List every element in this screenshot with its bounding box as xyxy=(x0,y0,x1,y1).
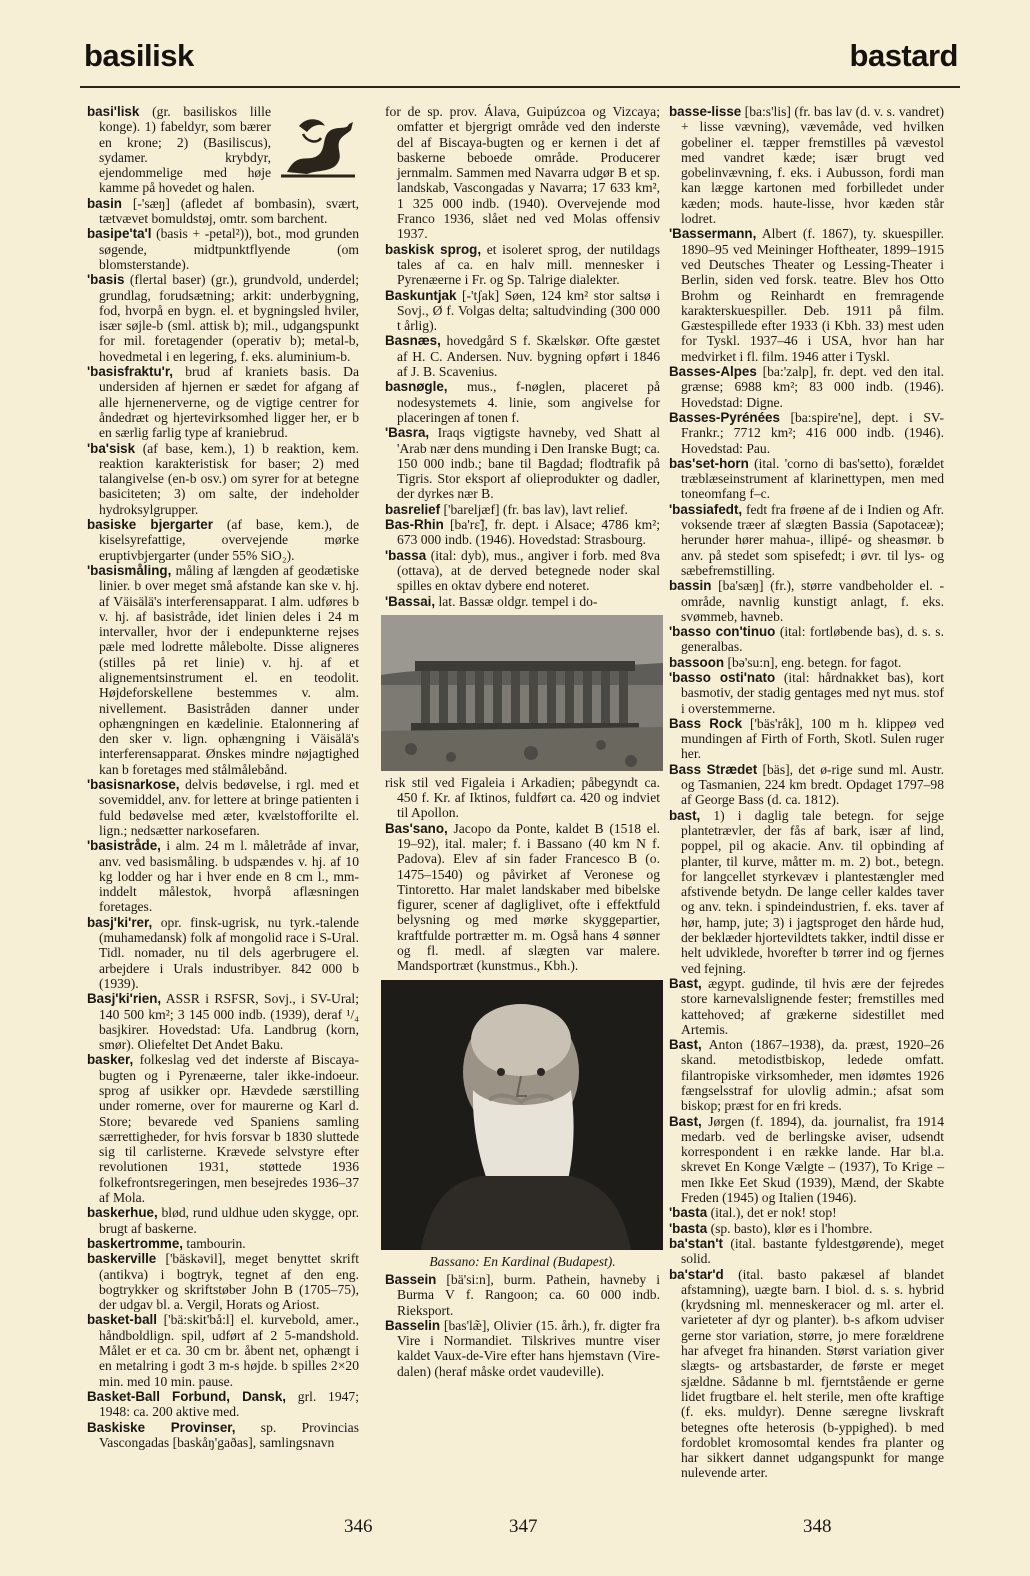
dictionary-entry xyxy=(87,1389,359,1420)
dictionary-entry xyxy=(669,226,944,364)
entry-headword: Bast, xyxy=(669,1037,702,1053)
entry-definition: (ital.), det er nok! stop! xyxy=(707,1205,837,1221)
dictionary-entry xyxy=(669,1267,944,1481)
entry-headword: 'ba'sisk xyxy=(87,440,136,456)
entry-definition: fedt fra frøene af de i Indien og Afr. voksende træer af slægten Bassia (Sapotaceæ); herunder hører mahua-, illipé- og sheasmør. b anv. på stedet som spisefedt; i øvr. til lys- og sæbefremstilling. xyxy=(681,501,944,578)
entry-headword: basnøgle, xyxy=(385,379,448,395)
entry-definition: risk stil ved Figaleia i Arkadien; påbegyndt ca. 450 f. Kr. af Iktinos, fuldført ca. 420 og indviet til Apollon. xyxy=(385,774,660,821)
dictionary-entry xyxy=(669,364,944,410)
entry-definition: tambourin. xyxy=(183,1235,246,1251)
entry-definition: Jacopo da Ponte, kaldet B (1518 el. 19–92), ital. maler; f. i Bassano (40 km N f. Padova). Elev af sin fader Francesco B (o. 1475–1540) og påvirket af Veronese og Tintoretto. Har malet landskaber med bibelske figurer, scener af dagliglivet, ofte i effektfuld belysning og med mørke skyggepartier, kraftfulde portrætter m. m. Også hans 4 sønner og fl. medl. af slægten var malere. Mandsportræt (kunstmus., Kbh.). xyxy=(397,820,660,974)
column-1-entries xyxy=(87,104,359,1450)
entry-headword: Bast, xyxy=(669,1113,702,1129)
entry-headword: bassin xyxy=(669,578,712,594)
entry-headword: Bass Strædet xyxy=(669,761,758,777)
entry-headword: 'Basra, xyxy=(385,425,430,441)
dictionary-entry xyxy=(385,502,660,517)
entry-headword: basj'ki'rer, xyxy=(87,914,153,930)
entry-headword: 'basso con'tinuo xyxy=(669,624,776,640)
entry-definition: for de sp. prov. Álava, Guipúzcoa og Vizcaya; omfatter et bjergrigt område ved den inderste del af Biscaya-bugten og er kernen i det af baskerne beboede område. Producerer jernmalm. Sammen med Navarra udgør B et sp. landskab, Vascongadas y Navarra; 17 633 km², 1 325 000 indb. (1940). Overvejende mod Franco 1936, slået ned ved Molas offensiv 1937. xyxy=(385,104,660,242)
entry-headword: baskisk sprog, xyxy=(385,241,482,257)
dictionary-entry xyxy=(385,821,660,974)
dictionary-entry xyxy=(385,379,660,425)
dictionary-entry xyxy=(87,1205,359,1236)
entry-headword: basker, xyxy=(87,1052,134,1068)
entry-headword: 'basistråde, xyxy=(87,838,161,854)
entry-headword: Bassein xyxy=(385,1271,437,1287)
temple-photo xyxy=(381,615,663,771)
entry-definition: (ital: hårdnakket bas), kort basmotiv, der stadig gentages med nyt mus. stof i overstemmerne. xyxy=(681,669,944,716)
entry-headword: basse-lisse xyxy=(669,104,742,119)
entry-headword: Baskiske Provinser, xyxy=(87,1419,236,1435)
dictionary-entry xyxy=(669,655,944,670)
entry-definition: i alm. 24 m l. måletråde af invar, anv. ved basismåling. b udspændes v. hj. af 10 kg lodder og har i hver ende en 8 cm l., mm-inddelt målestok, hvorpå aflæsningen foretages. xyxy=(99,838,359,915)
dictionary-entry xyxy=(87,441,359,517)
header-rule xyxy=(80,86,960,88)
entry-definition: grl. 1947; 1948: ca. 200 aktive med. xyxy=(99,1388,359,1420)
dictionary-entry xyxy=(669,1205,944,1220)
entry-definition: mus., f-nøglen, placeret på nodesystemets 4. linie, som angivelse for placeringen af tonen f. xyxy=(397,379,660,425)
entry-headword: basipe'ta'l xyxy=(87,226,152,242)
entry-headword: baskerhue, xyxy=(87,1205,158,1221)
dictionary-entry xyxy=(87,1420,359,1451)
column-2 xyxy=(385,104,660,1379)
entry-headword: 'Bassai, xyxy=(385,593,436,609)
entry-definition: (af base, kem.), de kiselsyrefattige, overvejende mørke eruptivbjergarter (under 55% SiO₂). xyxy=(99,517,359,563)
entry-headword: Basselin xyxy=(385,1317,441,1333)
dictionary-entry xyxy=(87,838,359,914)
entry-definition: [ba'rɛ̃], fr. dept. i Alsace; 4786 km²; 673 000 indb. (1946). Hovedstad: Strasbourg. xyxy=(397,517,660,548)
column-2-entries-c xyxy=(385,1272,660,1379)
entry-headword: basket-ball xyxy=(87,1312,157,1328)
dictionary-entry xyxy=(385,517,660,548)
basilisk-illustration xyxy=(277,112,359,180)
entry-headword: 'basso osti'nato xyxy=(669,669,776,685)
entry-definition: blød, rund uldhue uden skygge, opr. brugt af baskerne. xyxy=(99,1205,359,1236)
entry-definition: (ital: fortløbende bas), d. s. s. generalbas. xyxy=(681,624,944,655)
entry-definition: (sp. basto), klør es i l'hombre. xyxy=(707,1220,873,1236)
entry-definition: (flertal baser) (gr.), grundvold, underdel; grundlag, forudsætning; arkit: underbygning, fod, hvorpå en bygn. el. et bygningsled hviler, især søjle-b (sml. attisk b); mil., udgangspunkt for mil. foretagender (operativ b); metal-b, hovedmetal i en legering, f. eks. aluminium-b. xyxy=(99,272,359,364)
dictionary-entry xyxy=(669,1221,944,1236)
entry-headword: Baskuntjak xyxy=(385,287,457,303)
dictionary-entry xyxy=(87,991,359,1052)
dictionary-entry xyxy=(669,716,944,762)
entry-headword: 'basis xyxy=(87,272,125,288)
entry-definition: hovedgård S f. Skælskør. Ofte gæstet af H. C. Andersen. Nuv. bygning opført i 1846 af J. B. Scavenius. xyxy=(397,333,660,380)
entry-definition: opr. finsk-ugrisk, nu tyrk.-talende (muhamedansk) folk af mongolid race i S-Ural. Tidl. nomader, nu til dels agerbrugere el. arbejdere i Urals industribyer. 842 000 b (1939). xyxy=(99,914,359,991)
entry-headword: Bas'sano, xyxy=(385,820,448,836)
entry-headword: baskertromme, xyxy=(87,1235,184,1251)
entry-definition: [ba'sæŋ] (fr.), større vandbeholder el. -område, navnlig kunstigt anlagt, f. eks. svømmeb, havneb. xyxy=(681,578,944,624)
entry-definition: (ital. 'corno di bas'setto), forældet træblæseinstrument af klarinettypen, men med toneomfang f–c. xyxy=(681,455,944,502)
entry-headword: 'basisnarkose, xyxy=(87,777,180,793)
entry-headword: Basnæs, xyxy=(385,333,441,349)
dictionary-entry xyxy=(385,242,660,288)
dictionary-entry xyxy=(385,594,660,609)
entry-definition: [bäs], det ø-rige sund ml. Austr. og Tasmanien, 224 km bredt. Opdaget 1797–98 af George Bass (d. ca. 1812). xyxy=(681,761,944,808)
entry-headword: 'bassa xyxy=(385,547,427,563)
dictionary-entry xyxy=(669,976,944,1037)
entry-headword: bassoon xyxy=(669,654,725,670)
dictionary-entry xyxy=(385,333,660,379)
dictionary-entry xyxy=(669,624,944,655)
dictionary-entry xyxy=(669,1236,944,1267)
dictionary-entry xyxy=(87,563,359,777)
entry-headword: bas'set-horn xyxy=(669,455,749,471)
entry-definition: [bas'læ̃], Olivier (15. årh.), fr. digter fra Vire i Normandiet. Tilskrives muntre viser kaldet Vaux-de-Vire efter hans hjemstavn (Vire-dalen) (heraf måske ordet vaudeville). xyxy=(397,1317,660,1379)
entry-definition: Albert (f. 1867), ty. skuespiller. 1890–95 ved Meininger Hoftheater, 1899–1915 ved Deutsches Theater og Lessing-Theater i Berlin, siden ved forsk. teatre. Blev hos Otto Brohm og Reinhardt en fremragende karakterskuespiller. Deb. 1911 på film. Gæstespillede efter 1933 (i Kbh. 33) mest uden for Tyskl. 1937–46 i USA, hvor han har medvirket i fl. film. 1946 atter i Tyskl. xyxy=(681,226,944,364)
entry-definition: ['bä:skit'bå:l] el. kurvebold, amer., håndboldlign. spil, udført af 2 5-mandshold. Målet er et ca. 30 cm br. åbent net, ophængt i en metalring i godt 3 m-s højde. b spilles 2×20 min. med 10 min. pause. xyxy=(99,1312,359,1389)
entry-definition: ['bäs'råk], 100 m h. klippeø ved mundingen af Firth of Forth, Skotl. Sulen ruger her. xyxy=(681,715,944,762)
entry-headword: Basses-Pyrénées xyxy=(669,409,780,425)
dictionary-entry xyxy=(385,548,660,594)
entry-headword: ba'stan't xyxy=(669,1235,723,1251)
entry-headword: 'bassiafedt, xyxy=(669,501,743,517)
dictionary-entry xyxy=(669,1114,944,1206)
running-head-right: bastard xyxy=(849,38,958,73)
entry-definition: Anton (1867–1938), da. præst, 1920–26 skand. metodistbiskop, ledede omfatt. filantropiske virksomheder, men idømtes 1926 fængselsstraf for ulovlig admin.; afsat som biskop; præst for en fri kreds. xyxy=(681,1037,944,1114)
portrait-painting xyxy=(381,980,663,1250)
dictionary-entry xyxy=(669,456,944,502)
dictionary-entry xyxy=(87,915,359,991)
entry-definition: (ital. bastante fyldestgørende), meget solid. xyxy=(681,1235,944,1267)
dictionary-entry xyxy=(87,1251,359,1312)
page-number-right: 348 xyxy=(803,1516,832,1537)
dictionary-entry xyxy=(669,104,944,226)
dictionary-entry xyxy=(669,578,944,624)
entry-headword: Basses-Alpes xyxy=(669,364,757,380)
dictionary-entry xyxy=(669,502,944,578)
dictionary-entry xyxy=(385,425,660,501)
page-number-middle: 347 xyxy=(509,1516,538,1537)
entry-definition: (ital. basto pakæsel af blandet afstamning), uægte barn. I biol. d. s. s. hybrid (krydsning ml. menneskeracer og ml. arter el. varieteter af dyr og planter). b-s afkom udviser gerne stor variation, større, jo mere forældrene har afveget fra hinanden. Størst variation giver slægts- og artsbastarder, de første er meget sjældne. Sådanne b ml. fjerntstående er gerne lidet frugtbare el. helt sterile, men ofte kraftige (f. eks. muldyr). Denne særegne livskraft betegnes ofte heterosis (b-yppighed). b med fordoblet kromosomtal kendes fra planter og har sikkert dannet udgangspunkt for mange nulevende arter. xyxy=(681,1266,944,1481)
entry-definition: [ba:spire'ne], dept. i SV-Frankr.; 7712 km²; 416 000 indb. (1946). Hovedstad: Pau. xyxy=(681,409,944,456)
dictionary-entry xyxy=(669,670,944,716)
column-3-entries xyxy=(669,104,944,1481)
entry-headword: Basj'ki'rien, xyxy=(87,991,162,1007)
dictionary-entry xyxy=(385,1272,660,1318)
entry-headword: 'basismåling, xyxy=(87,562,172,578)
dictionary-entry xyxy=(87,364,359,440)
entry-definition: delvis bedøvelse, i rgl. med et sovemiddel, anv. for lettere at bringe patienten i fuld bedøvelse med æter, kvælstofforilte el. lign.; nedsætter narkosefaren. xyxy=(99,777,359,838)
entry-definition: sp. Provincias Vascongadas [baskåŋ'gaðas], samlingsnavn xyxy=(99,1419,359,1450)
entry-definition: ['bäskəvil], meget benyttet skrift (antikva) i bogtryk, tegnet af den eng. bogtrykker og skriftstøber John B (1705–75), der udgav bl. a. Vergil, Horats og Ariost. xyxy=(99,1251,359,1313)
dictionary-entry xyxy=(385,1318,660,1379)
running-head-left: basilisk xyxy=(84,38,194,73)
dictionary-entry xyxy=(385,288,660,334)
entry-headword: Bast, xyxy=(669,975,702,991)
entry-headword: 'basta xyxy=(669,1205,708,1221)
page-number-left: 346 xyxy=(344,1516,373,1537)
dictionary-entry xyxy=(87,1236,359,1251)
entry-definition: [-'sæŋ] (afledet af bombasin), svært, tætvævet bomuldstøj, omtr. som barchent. xyxy=(99,195,359,227)
dictionary-entry xyxy=(87,196,359,227)
dictionary-entry xyxy=(669,1037,944,1113)
dictionary-entry xyxy=(669,762,944,808)
column-2-entries xyxy=(385,104,660,609)
dictionary-entry xyxy=(87,226,359,272)
entry-headword: basiske bjergarter xyxy=(87,517,213,533)
column-1 xyxy=(87,104,359,1450)
entry-definition: [ba:s'lis] (fr. bas lav (d. v. s. vandret) + lisse vævning), vævemåde, ved hvilken gobeliner el. tæpper fremstilles på vævestol med vandret kæde; især brugt ved gobelinvævning, f. eks. i Aubusson, fordi man kan lægge kartonen med forbilledet under kæden; mods. haute-lisse, hvor kæden står lodret. xyxy=(681,104,944,227)
entry-definition: [bä'si:n], burm. Pathein, havneby i Burma V f. Rangoon; ca. 60 000 indb. Rieksport. xyxy=(397,1271,660,1318)
entry-definition: (af base, kem.), 1) b reaktion, kem. reaktion karakteristisk for baser; 2) med talangivelse (en-b osv.) om syrer for at betegne basiciteten; 3) om salte, der indeholder hydroksylgrupper. xyxy=(99,440,359,517)
entry-headword: ba'star'd xyxy=(669,1266,724,1282)
entry-definition: et isoleret sprog, der nutildags tales af ca. en halv mill. mennesker i Pyrenæerne i Fr. og Sp. Talrige dialekter. xyxy=(397,241,660,288)
dictionary-entry xyxy=(87,272,359,364)
entry-definition: folkeslag ved det inderste af Biscaya-bugten og i Pyrenæerne, taler ikke-indoeur. sprog af usikker opr. Hævdede særstilling under romerne, over for maurerne og Karl d. Store; bevarede ved Spaniens samling særrettigheder, for hvis forsvar b 1830 sluttede sig til carlisterne. Krævede selvstyre efter revolutionen 1931, støttede 1936 folkefrontsregeringen, men besejredes 1936–37 af Mola. xyxy=(99,1052,359,1206)
entry-definition: lat. Bassæ oldgr. tempel i do- xyxy=(435,593,598,609)
entry-headword: bast, xyxy=(669,807,701,823)
column-3 xyxy=(669,104,944,1481)
entry-definition: ['bareljæf] (fr. bas lav), lavt relief. xyxy=(440,501,628,517)
entry-headword: Bas-Rhin xyxy=(385,517,444,533)
entry-headword: 'Bassermann, xyxy=(669,226,757,242)
entry-definition: måling af længden af geodætiske linier. b over meget små afstande kan ske v. hj. af Väisälä's interferensapparat. I alm. udføres b v. hj. af basistråde, idet linien deles i 24 m intervaller, hvor der i endepunkterne rejses pæle med lodrette målebolte. Disse aligneres (stilles på ret linie) v. hj. af et alignementsinstrument el. en teodolit. Højdeforskellene bestemmes v. alm. nivellement. Basistråden danner under ophængningen en kædelinie. Etalonnering af den sker v. lign. ophængning i Väisälä's interferensapparat. Ønskes mindre nøjagtighed kan b foretages med stålmålebånd. xyxy=(99,562,359,777)
entry-definition: [bə'su:n], eng. betegn. for fagot. xyxy=(724,654,902,670)
dictionary-entry xyxy=(385,775,660,821)
entry-headword: 'basisfraktu'r, xyxy=(87,364,174,380)
entry-definition: Iraqs vigtigste havneby, ved Shatt al 'Arab nær dens munding i Den Iranske Bugt; ca. 150 000 indb.; bane til Bagdad; flodtrafik på Tigris. Stor eksport af olieprodukter og dadler, der dyrkes nær B. xyxy=(397,425,660,502)
portrait-caption: Bassano: En Kardinal (Budapest). xyxy=(429,1253,616,1269)
dictionary-entry xyxy=(87,777,359,838)
entry-headword: basrelief xyxy=(385,501,441,517)
entry-definition: Jørgen (f. 1894), da. journalist, fra 1914 medarb. ved de berlingske aviser, udsendt korrespondent i en række lande. Har bl.a. skrevet En Konge Vælgte – (1937), To Krige – men Ikke Eet Skud (1939), Mænd, der Skabte Freden (1945) og Italien (1946). xyxy=(681,1113,944,1206)
entry-headword: baskerville xyxy=(87,1251,157,1267)
dictionary-entry xyxy=(669,808,944,976)
entry-headword: basin xyxy=(87,195,122,211)
dictionary-entry xyxy=(87,517,359,563)
dictionary-entry xyxy=(385,104,660,242)
entry-headword: basi'lisk xyxy=(87,104,140,119)
entry-headword: Basket-Ball Forbund, Dansk, xyxy=(87,1388,287,1404)
entry-definition: ASSR i RSFSR, Sovj., i SV-Ural; 140 500 km²; 3 145 000 indb. (1939), deraf ¹/₄ basjkirer. Hovedstad: Ufa. Landbrug (korn, smør). Oliefeltet Det Andet Baku. xyxy=(99,991,359,1053)
entry-headword: Bass Rock xyxy=(669,715,743,731)
entry-definition: [ba:'zalp], fr. dept. ved den ital. grænse; 6988 km²; 83 000 indb. (1946). Hovedstad: Digne. xyxy=(681,364,944,410)
entry-definition: (ital: dyb), mus., angiver i forb. med 8va (ottava), at de derved betegnede noder skal spilles en oktav dybere end noteret. xyxy=(397,547,660,594)
entry-definition: brud af kraniets basis. Da undersiden af hjernen er sædet for afgang af alle hjernenerverne, og de vigtige centrer for åndedræt og hjertevirksomhed ligger her, er b en særlig farlig type af kraniebrud. xyxy=(99,364,359,441)
entry-definition: (basis + -petal²)), bot., mod grunden søgende, midtpunktflyende (om blomsterstande). xyxy=(99,226,359,272)
column-2-entries-b xyxy=(385,775,660,974)
entry-definition: [-'tʃak] Søen, 124 km² stor saltsø i Sovj., Ø f. Volgas delta; saltudvinding (300 000 t årlig). xyxy=(397,287,660,334)
entry-definition: ægypt. gudinde, til hvis ære der fejredes store karnevalslignende fester; fremstilles med kattehoved; af grækerne sidestillet med Artemis. xyxy=(681,975,944,1037)
entry-definition: 1) i daglig tale betegn. for sejge plantetrævler, der fås af bark, især af lind, poppel, pil og akacie. Anv. til opbinding af planter, til kurve, måtter m. m. 2) bot., betegn. for langcellet styrkevæv i plantestængler med afstivende betydn. De lange celler kaldes taver og anv. tekn. i spindeindustrien, f. eks. taver af hør, hamp, jute; 3) i jagtsproget den hårde hud, der beklæder hjortevildtets takker, indtil disse er helt udviklede, hvorefter b tørrer ind og fjernes ved fejning. xyxy=(681,807,944,976)
entry-definition: (gr. basiliskos lille konge). 1) fabeldyr, som bærer en krone; 2) (Basiliscus), sydamer. krybdyr, ejendommelige med høje kamme på hovedet og halen. xyxy=(99,104,271,196)
dictionary-entry xyxy=(87,1052,359,1205)
dictionary-entry xyxy=(87,1312,359,1388)
entry-headword: 'basta xyxy=(669,1220,708,1236)
dictionary-entry xyxy=(669,410,944,456)
